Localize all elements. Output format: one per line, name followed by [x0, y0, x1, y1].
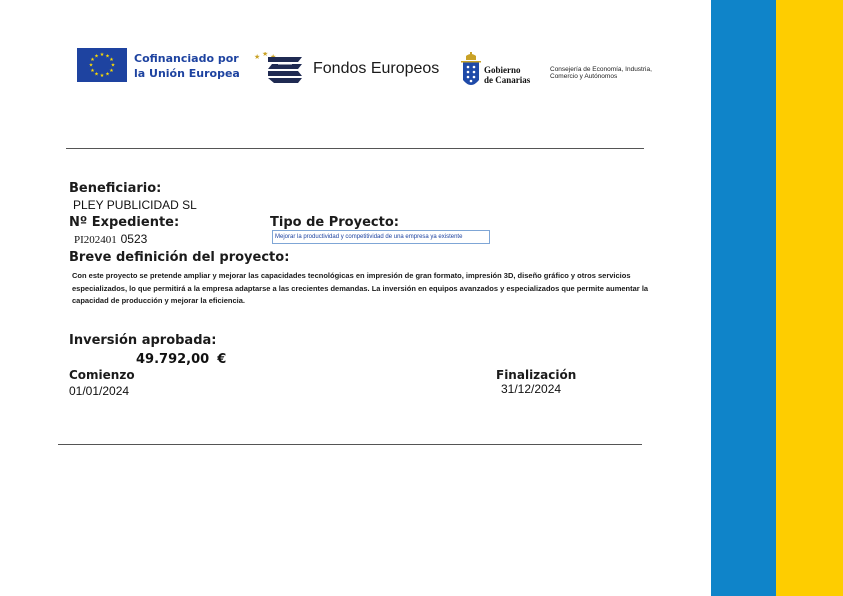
breve-definicion-label: Breve definición del proyecto:	[69, 250, 290, 265]
svg-text:★: ★	[94, 53, 99, 60]
eu-cofinanciado-text	[134, 51, 240, 81]
comienzo-label: Comienzo	[69, 368, 135, 382]
consejeria-line-1: Consejería de Economía, Industria,	[550, 66, 652, 73]
fondos-europeos-icon	[254, 52, 304, 86]
expediente-value	[74, 232, 147, 246]
svg-text:★: ★	[105, 71, 110, 78]
currency-symbol: €	[217, 352, 227, 367]
consejeria-line-2: Comercio y Autónomos	[550, 73, 618, 80]
tipo-proyecto-label: Tipo de Proyecto:	[270, 215, 399, 230]
canarias-shield-icon	[461, 52, 481, 90]
svg-text:★: ★	[110, 62, 116, 69]
finalizacion-label: Finalización	[496, 368, 577, 382]
top-divider	[66, 148, 644, 149]
bottom-divider	[58, 444, 642, 445]
project-description: Con este proyecto se pretende ampliar y mejorar las capacidades tecnológicas en impresión de gran formato, impresión 3D, diseño gráfico y otros servicios especializados, lo que permitirá a la empresa adaptarse a las crecientes demandas. La inversión en equipos avanzados y especializados que permite aumentar la capacidad de producción y mejorar la eficiencia.	[72, 271, 649, 305]
consejeria-text	[550, 66, 652, 80]
gobierno-canarias-text	[484, 65, 530, 85]
beneficiario-value: PLEY PUBLICIDAD SL	[73, 198, 197, 212]
gobierno-line-2: de Canarias	[484, 75, 531, 85]
svg-text:★: ★	[99, 52, 105, 58]
eu-line-1: Cofinanciado por	[134, 52, 239, 65]
finalizacion-date: 31/12/2024	[501, 382, 562, 396]
tipo-proyecto-field: Mejorar la productividad y competitividad de una empresa ya existente	[272, 230, 490, 244]
svg-text:★: ★	[109, 68, 114, 74]
svg-text:★: ★	[109, 57, 114, 63]
gobierno-line-1: Gobierno	[484, 65, 521, 75]
yellow-stripe	[776, 0, 843, 596]
inversion-amount: 49.792,00	[136, 352, 210, 367]
expediente-number: 0523	[120, 232, 148, 246]
blue-stripe	[711, 0, 776, 596]
svg-text:★: ★	[88, 62, 94, 69]
svg-text:★: ★	[262, 52, 269, 58]
expediente-label: Nº Expediente:	[69, 215, 180, 230]
svg-text:★: ★	[90, 68, 95, 74]
comienzo-date: 01/01/2024	[69, 384, 130, 398]
svg-text:★: ★	[105, 53, 110, 60]
eu-flag-icon	[77, 48, 127, 82]
beneficiario-label: Beneficiario:	[69, 181, 162, 196]
inversion-label: Inversión aprobada:	[69, 333, 217, 348]
svg-text:★: ★	[99, 73, 105, 79]
svg-text:★: ★	[90, 57, 95, 63]
expediente-prefix: PI202401	[74, 234, 117, 246]
svg-text:★: ★	[94, 71, 99, 78]
inversion-value	[136, 352, 226, 367]
eu-line-2: la Unión Europea	[134, 67, 240, 80]
svg-text:★: ★	[254, 53, 261, 61]
fondos-europeos-text: Fondos Europeos	[313, 60, 440, 77]
